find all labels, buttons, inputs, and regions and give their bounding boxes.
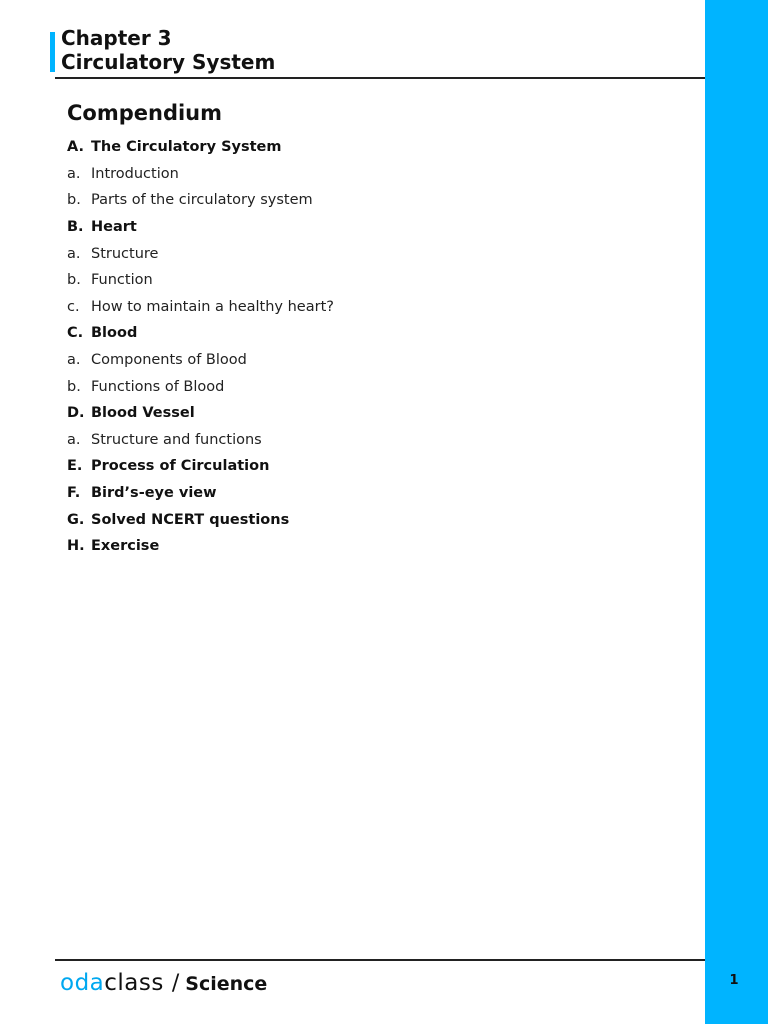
subject-label: Science [185, 973, 268, 995]
toc-item-label: Components of Blood [91, 352, 247, 369]
toc-item-marker: B. [67, 219, 84, 236]
toc-item-marker: b. [67, 272, 81, 289]
toc-section-item [67, 506, 687, 533]
toc-subsection-item [67, 373, 687, 400]
toc-item-marker: b. [67, 378, 81, 395]
toc-subsection-item [67, 161, 687, 188]
toc-section-item [67, 533, 687, 560]
toc-item-marker: H. [67, 538, 85, 555]
toc-item-label: Heart [91, 219, 137, 236]
toc-section-item [67, 453, 687, 480]
toc-item-marker: G. [67, 511, 85, 528]
toc-item-label: Parts of the circulatory system [91, 192, 313, 209]
toc-item-label: Function [91, 272, 153, 289]
toc-subsection-item [67, 267, 687, 294]
compendium-title: Compendium [67, 101, 223, 125]
toc-item-marker: C. [67, 325, 84, 342]
toc-item-label: Process of Circulation [91, 458, 270, 475]
toc-item-marker: D. [67, 405, 85, 422]
toc-section-item [67, 214, 687, 241]
chapter-title: Circulatory System [61, 50, 276, 74]
toc-section-item [67, 134, 687, 161]
toc-item-label: Solved NCERT questions [91, 511, 290, 528]
compendium-list [67, 134, 687, 560]
toc-item-marker: a. [67, 245, 81, 262]
toc-item-marker: A. [67, 139, 84, 156]
brand-separator: / [171, 971, 180, 996]
toc-section-item [67, 320, 687, 347]
toc-subsection-item [67, 240, 687, 267]
side-accent-band [705, 0, 768, 1024]
toc-section-item [67, 480, 687, 507]
page-number: 1 [729, 973, 739, 988]
brand-logo [60, 970, 267, 1002]
toc-item-marker: a. [67, 352, 81, 369]
toc-section-item [67, 400, 687, 427]
brand-class: class [104, 970, 164, 996]
toc-item-label: Exercise [91, 538, 160, 555]
header-divider [55, 77, 705, 79]
toc-item-label: Functions of Blood [91, 378, 225, 395]
toc-item-label: Structure and functions [91, 431, 262, 448]
toc-item-label: Blood [91, 325, 138, 342]
toc-item-marker: b. [67, 192, 81, 209]
toc-item-label: How to maintain a healthy heart? [91, 298, 334, 315]
toc-item-label: Structure [91, 245, 159, 262]
toc-item-label: Blood Vessel [91, 405, 195, 422]
toc-item-marker: a. [67, 431, 81, 448]
toc-item-marker: E. [67, 458, 83, 475]
toc-subsection-item [67, 187, 687, 214]
toc-subsection-item [67, 294, 687, 321]
toc-item-label: Introduction [91, 165, 179, 182]
toc-item-label: Bird’s-eye view [91, 485, 217, 502]
footer-divider [55, 959, 705, 961]
header-accent-bar [50, 32, 55, 72]
chapter-number: Chapter 3 [61, 26, 172, 50]
toc-subsection-item [67, 347, 687, 374]
toc-item-label: The Circulatory System [91, 139, 282, 156]
toc-item-marker: F. [67, 485, 81, 502]
brand-oda: oda [60, 970, 105, 996]
toc-item-marker: a. [67, 165, 81, 182]
toc-item-marker: c. [67, 298, 80, 315]
toc-subsection-item [67, 427, 687, 454]
